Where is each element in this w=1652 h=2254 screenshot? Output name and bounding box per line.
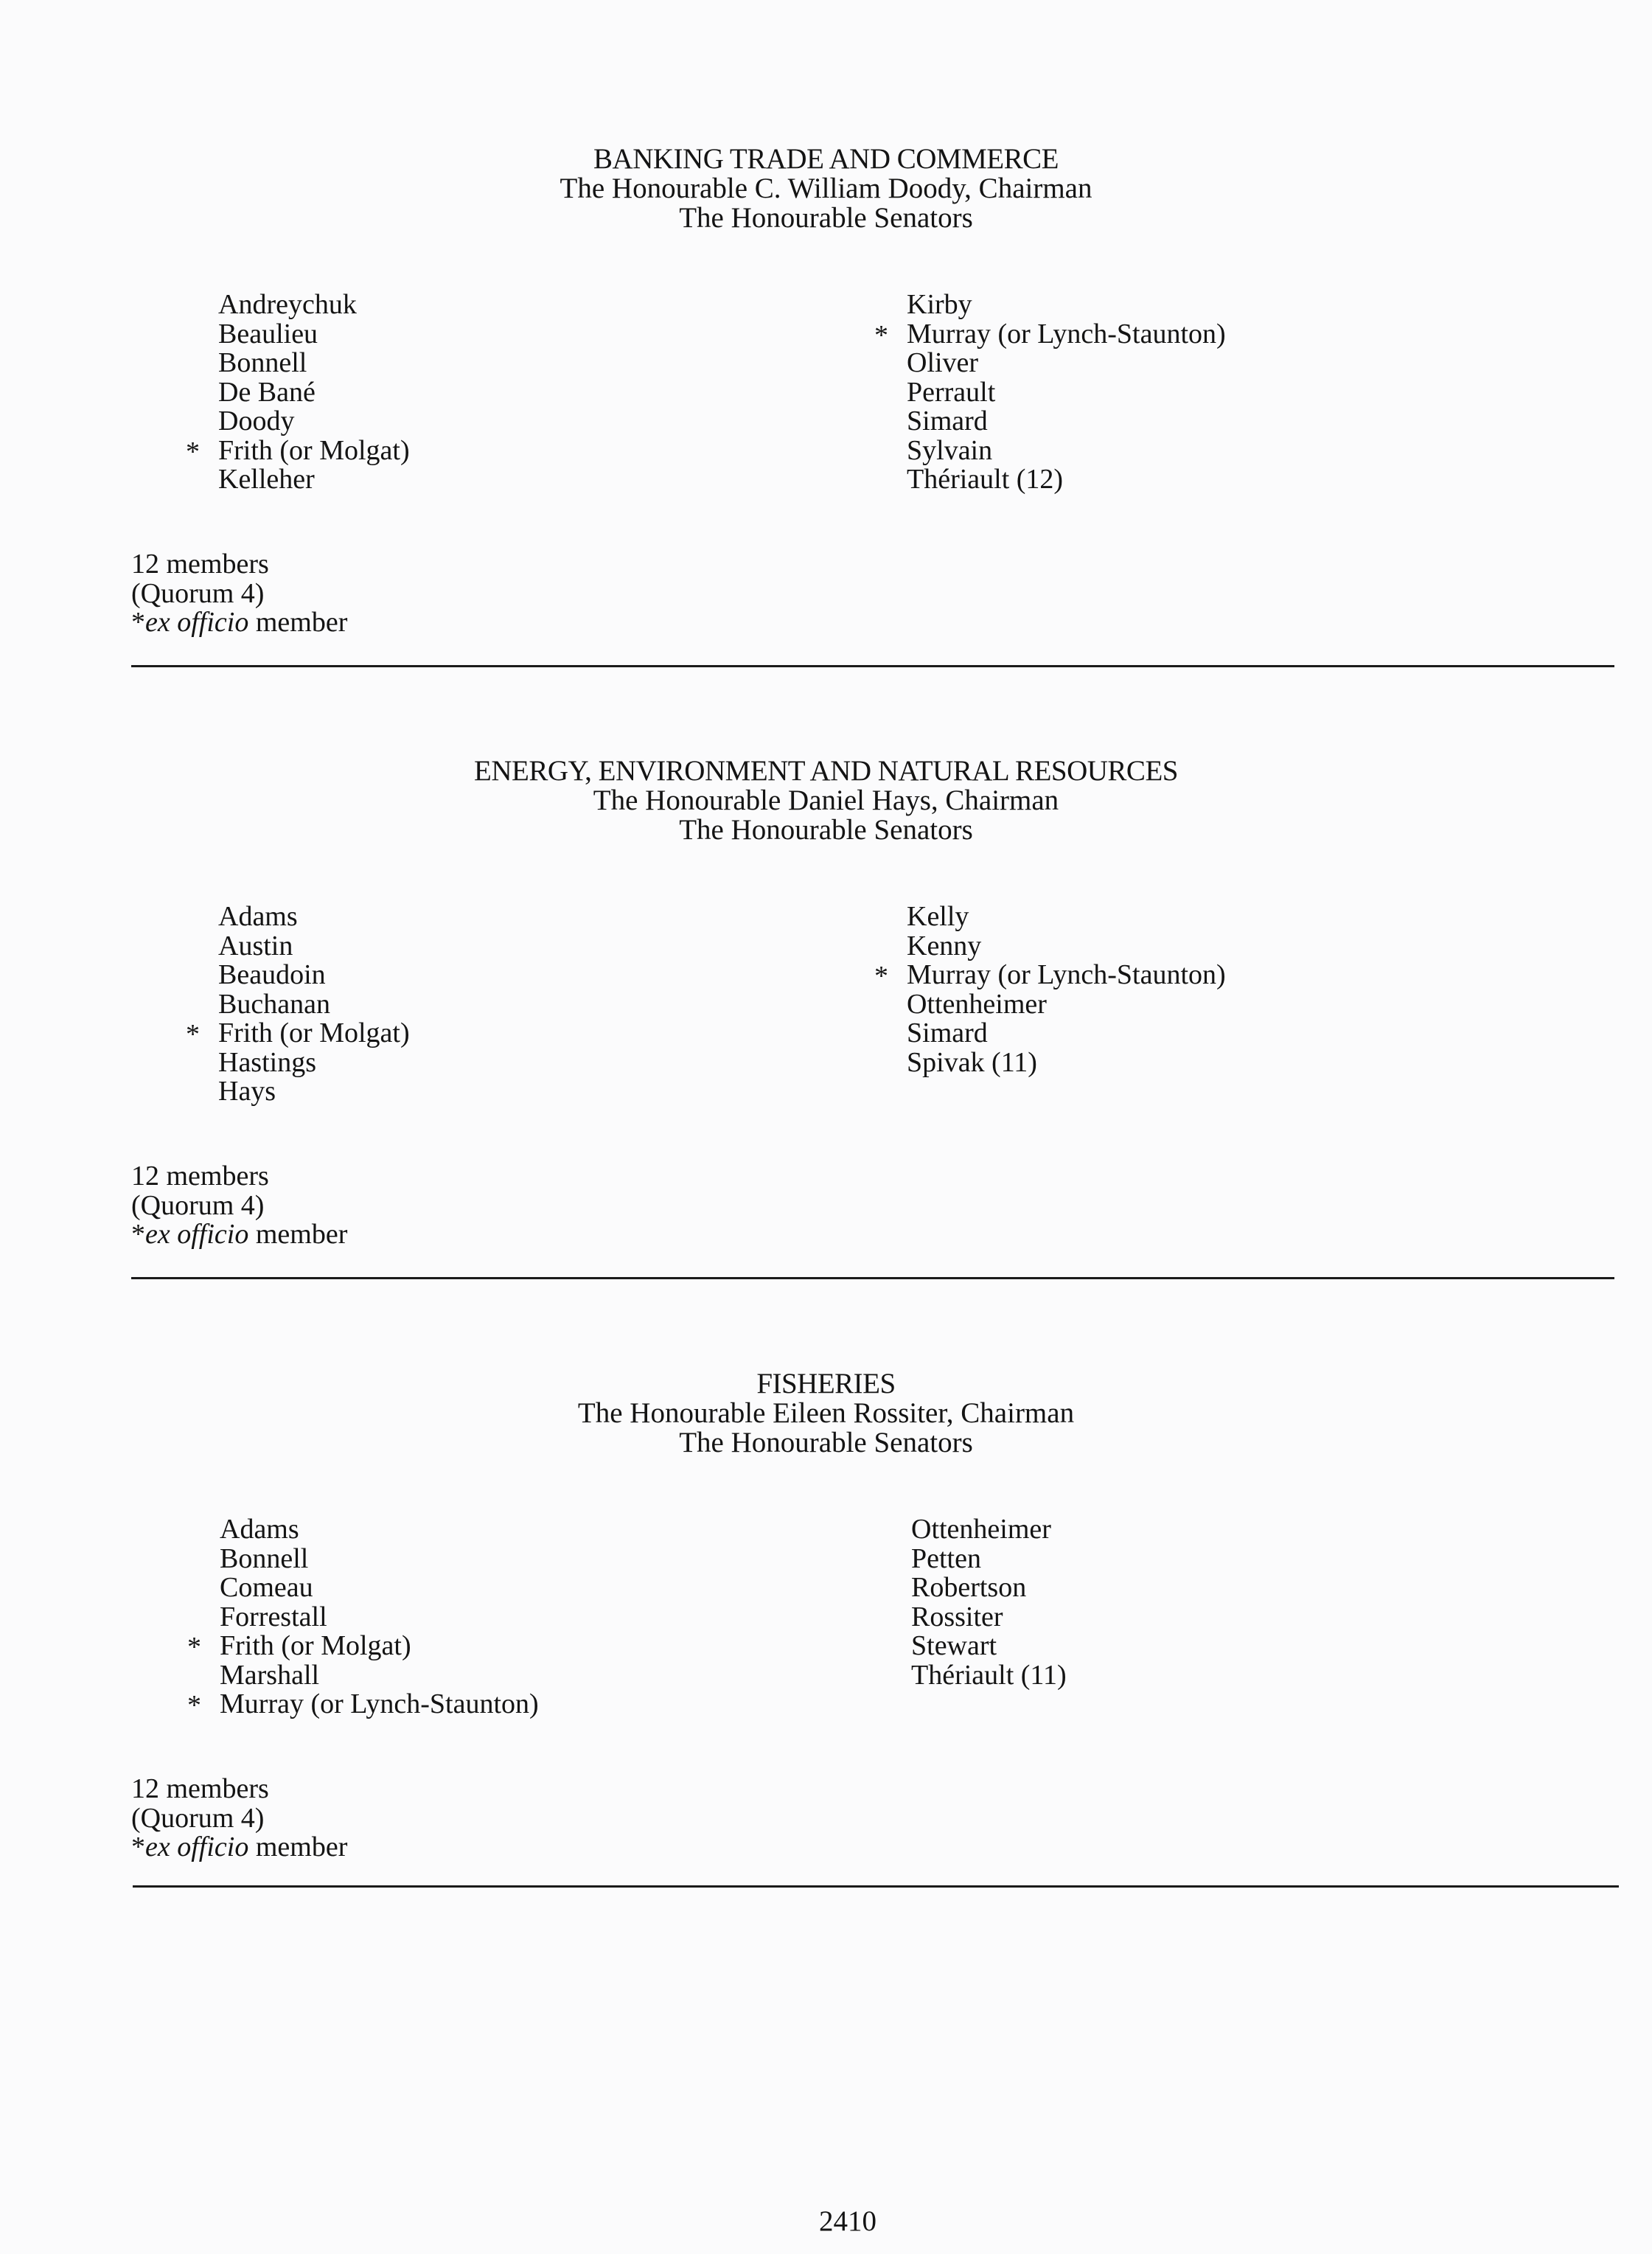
ex-officio-suffix: member	[248, 607, 348, 638]
member-name-ex-officio: * Murray (or Lynch-Staunton)	[907, 961, 1226, 990]
committee-header	[0, 1369, 1652, 1458]
committee-title: BANKING TRADE AND COMMERCE	[593, 143, 1059, 175]
member-name: Adams	[218, 901, 298, 932]
committee-header	[0, 756, 1652, 845]
committee-title: FISHERIES	[756, 1368, 896, 1399]
ex-officio-note	[131, 608, 347, 638]
committee-chair: The Honourable Daniel Hays, Chairman	[593, 785, 1059, 816]
committee-fisheries	[0, 1368, 1652, 1862]
member-name-ex-officio: * Murray (or Lynch-Staunton)	[220, 1690, 539, 1719]
ex-officio-label: ex officio	[145, 607, 249, 638]
members-right-column	[907, 902, 1226, 1077]
member-name: Thériault (12)	[907, 464, 1064, 495]
member-name: Bonnell	[218, 347, 307, 378]
committee-chair: The Honourable C. William Doody, Chairman	[560, 173, 1092, 204]
member-name: Bonnell	[220, 1542, 309, 1574]
committee-energy	[0, 755, 1652, 1250]
quorum: (Quorum 4)	[131, 1802, 265, 1834]
member-name: Spivak (11)	[907, 1046, 1037, 1078]
committee-title: ENERGY, ENVIRONMENT AND NATURAL RESOURCES	[474, 755, 1178, 787]
member-name: Rossiter	[911, 1601, 1003, 1632]
member-name: Buchanan	[218, 988, 330, 1020]
committee-footer	[131, 1775, 347, 1862]
member-name: Thériault (11)	[911, 1659, 1067, 1691]
members-count: 12 members	[131, 1773, 269, 1804]
member-name: De Bané	[218, 376, 316, 408]
member-name: Ottenheimer	[911, 1514, 1051, 1545]
member-name: Petten	[911, 1542, 981, 1574]
ex-officio-note	[131, 1833, 347, 1862]
ex-officio-label: ex officio	[145, 1219, 249, 1250]
ex-officio-label: ex officio	[145, 1832, 249, 1862]
member-name-ex-officio: * Frith (or Molgat)	[218, 1019, 410, 1048]
member-name: Beaudoin	[218, 959, 326, 990]
member-name: Perrault	[907, 376, 996, 408]
member-name: Andreychuk	[218, 289, 357, 320]
member-name: Marshall	[220, 1659, 320, 1691]
member-name: Adams	[220, 1514, 299, 1545]
section-divider	[131, 1277, 1614, 1279]
members-left-column	[218, 902, 410, 1107]
member-name: Hastings	[218, 1046, 316, 1078]
member-name: Kelleher	[218, 464, 315, 495]
member-name: Doody	[218, 406, 295, 436]
section-divider	[131, 665, 1614, 667]
committee-chair: The Honourable Eileen Rossiter, Chairman	[577, 1397, 1075, 1429]
member-name: Robertson	[911, 1572, 1027, 1603]
member-name: Stewart	[911, 1630, 997, 1661]
committee-footer	[131, 550, 347, 638]
members-left-column	[218, 291, 410, 495]
ex-officio-suffix: member	[248, 1832, 348, 1862]
section-divider	[133, 1885, 1619, 1888]
ex-officio-star: *	[131, 1832, 145, 1862]
member-name: Ottenheimer	[907, 988, 1047, 1020]
member-name: Kirby	[907, 289, 972, 320]
quorum: (Quorum 4)	[131, 577, 265, 609]
ex-officio-star: *	[131, 1219, 145, 1250]
member-name: Sylvain	[907, 434, 993, 466]
ex-officio-note	[131, 1220, 347, 1250]
member-name: Simard	[907, 1018, 988, 1048]
members-left-column	[220, 1515, 539, 1719]
ex-officio-star: *	[131, 607, 145, 638]
members-right-column	[911, 1515, 1067, 1690]
senators-heading: The Honourable Senators	[679, 202, 973, 234]
ex-officio-suffix: member	[248, 1219, 348, 1250]
member-name-ex-officio: * Frith (or Molgat)	[220, 1632, 539, 1661]
members-right-column	[907, 291, 1226, 495]
quorum: (Quorum 4)	[131, 1189, 265, 1221]
member-name: Comeau	[220, 1572, 313, 1603]
member-name: Beaulieu	[218, 318, 318, 349]
senators-heading: The Honourable Senators	[679, 814, 973, 846]
member-name: Austin	[218, 930, 293, 961]
members-count: 12 members	[131, 1161, 269, 1192]
member-name: Kenny	[907, 930, 982, 961]
committee-header	[0, 145, 1652, 233]
member-name: Hays	[218, 1076, 276, 1107]
page-number: 2410	[819, 2205, 876, 2237]
members-count: 12 members	[131, 549, 269, 580]
member-name-ex-officio: * Frith (or Molgat)	[218, 436, 410, 466]
committee-footer	[131, 1162, 347, 1250]
senators-heading: The Honourable Senators	[679, 1427, 973, 1458]
member-name-ex-officio: * Murray (or Lynch-Staunton)	[907, 320, 1226, 349]
committee-banking	[0, 143, 1652, 638]
member-name: Simard	[907, 406, 988, 436]
member-name: Forrestall	[220, 1601, 327, 1632]
member-name: Kelly	[907, 901, 969, 932]
member-name: Oliver	[907, 347, 979, 378]
